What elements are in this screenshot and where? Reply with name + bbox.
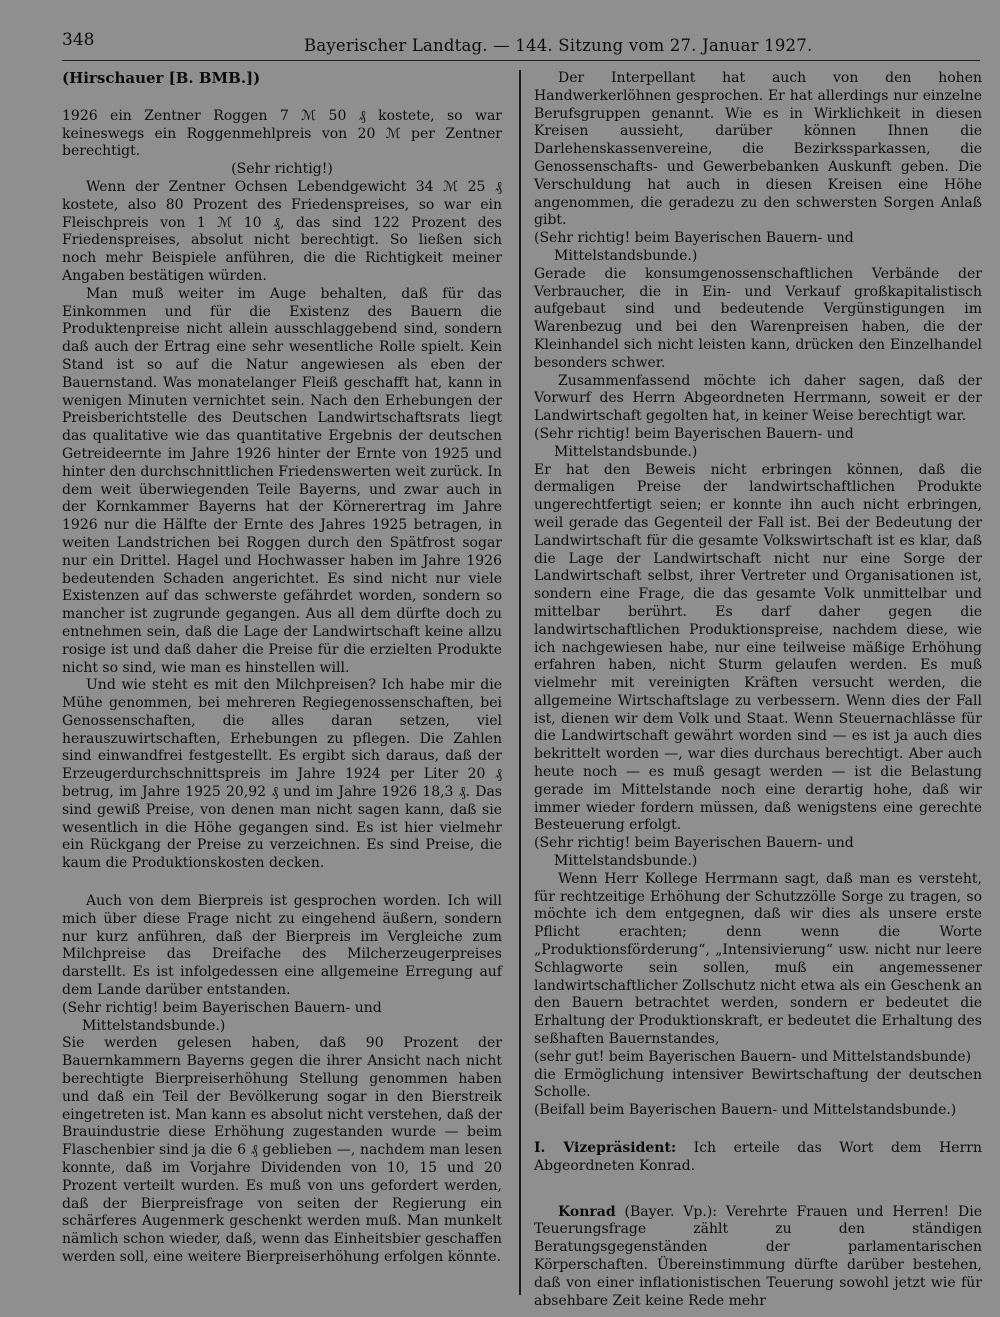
interjection: (Sehr richtig! beim Bayerischen Bauern- und Mittelstandsbunde.) bbox=[534, 425, 854, 460]
interjection: (Sehr richtig! beim Bayerischen Bauern- und Mittelstandsbunde.) bbox=[62, 999, 382, 1034]
paragraph: Der Interpellant hat auch von den hohen Handwerkerlöhnen gesprochen. Er hat allerdings nur einzelne Berufsgruppen genannt. Wie es in Wirklichkeit in diesen Kreisen aussieht, darüber können Ihnen die Darlehenskassenvereine, die Bezirkssparkassen, die Genossenschafts- und Gewerbebanken Auskunft geben. Die Verschuldung hat auch in diesen Kreisen eine Höhe angenommen, die geradezu zu den schwersten Sorgen Anlaß gibt. bbox=[534, 70, 982, 229]
paragraph: die Ermöglichung intensiver Bewirtschaftung der deutschen Scholle. bbox=[534, 1066, 982, 1101]
page-header bbox=[62, 30, 980, 64]
paragraph: Er hat den Beweis nicht erbringen können, daß die dermaligen Preise der landwirtschaftlichen Produkte ungerechtfertigt seien; er konnte ihn auch nicht erbringen, weil gerade das Gegenteil der Fall ist. Bei der Bedeutung der Landwirtschaft für die gesamte Volkswirtschaft ist es klar, daß die Lage der Landwirtschaft nicht nur eine Sorge der Landwirtschaft selbst, ihrer Vertreter und Organisationen ist, sondern eine Frage, die das gesamte Volk unmittelbar und mittelbar berührt. Es darf daher gegen die landwirtschaftlichen Produktionspreise, nachdem diese, wie ich nachgewiesen habe, nur eine teilweise mäßige Erhöhung erfahren haben, nicht Sturm gelaufen werden. Es muß vielmehr mit vereinigten Kräften versucht werden, die allgemeine Wirtschaftslage zu verbessern. Wenn dies der Fall ist, dienen wir dem Volk und Staat. Wenn Steuernachlässe für die Landwirtschaft gewährt worden sind — es ist ja auch dies bekrittelt worden —, war dies durchaus berechtigt. Aber auch heute noch — es muß gesagt werden — ist die Belastung gerade im Mittelstande noch eine derartig hohe, daß wir immer wieder fordern müssen, daß wenigstens eine gerechte Besteuerung erfolgt. bbox=[534, 461, 982, 834]
spacer bbox=[534, 1176, 982, 1204]
paragraph: Sie werden gelesen haben, daß 90 Prozent der Bauernkammern Bayerns gegen die ihrer Ansicht nach nicht berechtigte Bierpreiserhöhung Stellung genommen haben und daß ein Teil der Bevölkerung sogar in den Bierstreik eingetreten ist. Man kann es absolut nicht verstehen, daß der Brauindustrie diese Erhöhung zugestanden wurde — beim Flaschenbier sind ja die 6 ₰ geblieben —, nachdem man lesen konnte, daß im Vorjahre Dividenden von 10, 15 und 20 Prozent verteilt wurden. Es muß von uns gefordert werden, daß der Bierpreisfrage von seiten der Regierung ein schärferes Augenmerk geschenkt werden muß. Man munkelt nämlich schon wieder, daß, wenn das Einheitsbier geschaffen werden soll, eine weitere Bierpreiserhöhung erfolgen könnte. bbox=[62, 1035, 502, 1265]
paragraph: 1926 ein Zentner Roggen 7 ℳ 50 ₰ kostete, so war keineswegs ein Roggenmehlpreis von 20 ℳ per Zentner berechtigt. bbox=[62, 107, 502, 160]
left-column bbox=[62, 70, 502, 1267]
column-divider bbox=[519, 70, 521, 1295]
interjection: (Beifall beim Bayerischen Bauern- und Mittelstandsbunde.) bbox=[534, 1102, 957, 1119]
paragraph: Und wie steht es mit den Milchpreisen? Ich habe mir die Mühe genommen, bei mehreren Regiegenossenschaften, bei Genossenschaften, die alles daran setzen, viel herauszuwirtschaften, Erhebungen zu pflegen. Die Zahlen sind einwandfrei festgestellt. Es ergibt sich daraus, daß der Erzeugerdurchschnittspreis im Jahre 1924 per Liter 20 ₰ betrug, im Jahre 1925 20,92 ₰ und im Jahre 1926 18,3 ₰. Das sind gewiß Preise, von denen man nicht sagen kann, daß sie wesentlich in die Höhe gegangen sind. Es ist hier vielmehr ein Rückgang der Preise zu verzeichnen. Es sind Preise, die kaum die Produktionskosten decken. bbox=[62, 677, 502, 872]
paragraph: Auch von dem Bierpreis ist gesprochen worden. Ich will mich über diese Frage nicht zu eingehend äußern, sondern nur kurz anführen, daß der Bierpreis im Vergleiche zum Milchpreise das Dreifache des Milcherzeugerpreises darstellt. Es ist infolgedessen eine allgemeine Erregung auf dem Lande darüber entstanden. bbox=[62, 893, 502, 999]
speaker-heading: (Hirschauer [B. BMB.]) bbox=[62, 69, 261, 87]
konrad-paragraph bbox=[534, 1204, 982, 1311]
vizepraesident-text: Ich erteile das Wort dem Herrn Abgeordneten Konrad. bbox=[534, 1140, 982, 1174]
right-column bbox=[534, 70, 982, 1310]
interjection: (Sehr richtig! beim Bayerischen Bauern- und Mittelstandsbunde.) bbox=[534, 230, 854, 264]
running-title: Bayerischer Landtag. — 144. Sitzung vom 27. Januar 1927. bbox=[304, 36, 813, 55]
konrad-speaker: Konrad bbox=[558, 1203, 616, 1220]
paragraph: Zusammenfassend möchte ich daher sagen, daß der Vorwurf des Herrn Abgeordneten Herrmann, soweit er der Landwirtschaft gegolten hat, in keiner Weise berechtigt war. bbox=[534, 372, 982, 425]
header-rule bbox=[62, 60, 980, 61]
paragraph: Wenn der Zentner Ochsen Lebendgewicht 34 ℳ 25 ₰ kostete, also 80 Prozent des Friedenspreises, so war ein Fleischpreis von 1 ℳ 10 ₰, das sind 122 Prozent des Friedenspreises, absolut nicht berechtigt. So ließen sich noch mehr Beispiele anführen, die die Richtigkeit meiner Angaben bestätigen würden. bbox=[62, 178, 502, 284]
interjection: (Sehr richtig!) bbox=[231, 161, 333, 178]
vizepraesident-paragraph bbox=[534, 1140, 982, 1176]
spacer bbox=[62, 873, 502, 893]
paragraph: Wenn Herr Kollege Herrmann sagt, daß man es versteht, für rechtzeitige Erhöhung der Schutzzölle Sorge zu tragen, so möchte ich dem entgegnen, daß wir dies als unsere erste Pflicht erachten; denn wenn die Worte „Produktionsförderung“, „Intensivierung“ usw. nicht nur leere Schlagworte sein sollen, muß ein angemessener landwirtschaftlicher Zollschutz nicht etwa als ein Geschenk an den Bauern betrachtet werden, sondern er bedeutet die Erhaltung der Produktionskraft, er bedeutet die Erhaltung des seßhaften Bauernstandes, bbox=[534, 870, 982, 1048]
konrad-text: (Bayer. Vp.): Verehrte Frauen und Herren! Die Teuerungsfrage zählt zu den ständigen Beratungsgegenständen der parlamentarischen Körperschaften. Übereinstimmung dürfte darüber bestehen, daß von einer inflationistischen Teuerung sowohl jetzt wie für absehbare Zeit keine Rede mehr bbox=[534, 1203, 982, 1309]
spacer bbox=[534, 1120, 982, 1140]
paragraph: Gerade die konsumgenossenschaftlichen Verbände der Verbraucher, die in Ein- und Verkauf großkapitalistisch aufgebaut sind und bedeutende Vergünstigungen im Warenbezug und bei den Warenpreisen haben, die der Kleinhandel sich nicht leisten kann, drücken den Einzelhandel besonders schwer. bbox=[534, 265, 982, 371]
vizepraesident-speaker: I. Vizepräsident: bbox=[534, 1140, 677, 1157]
interjection: (Sehr richtig! beim Bayerischen Bauern- und Mittelstandsbunde.) bbox=[534, 835, 854, 870]
interjection: (sehr gut! beim Bayerischen Bauern- und Mittelstandsbunde) bbox=[534, 1048, 972, 1065]
paragraph: Man muß weiter im Auge behalten, daß für das Einkommen und für die Existenz des Bauern die Produktenpreise nicht allein ausschlaggebend sind, sondern daß auch der Ertrag eine sehr wesentliche Rolle spielt. Kein Stand ist so auf die Natur angewiesen als eben der Bauernstand. Was monatelanger Fleiß geschafft hat, kann in wenigen Minuten vernichtet sein. Nach den Erhebungen der Preisberichtstelle des Deutschen Landwirtschaftsrats liegt das qualitative wie das quantitative Ergebnis der deutschen Getreideernte im Jahre 1926 hinter der Ernte von 1925 und hinter den durchschnittlichen Friedenswerten weit zurück. In dem weit überwiegenden Teile Bayerns, und zwar auch in der Kornkammer Bayerns hat der Körnerertrag im Jahre 1926 nur die Hälfte der Ernte des Jahres 1925 betragen, in weiten Landstrichen bei Roggen durch den Spätfrost sogar nur ein Drittel. Hagel und Hochwasser haben im Jahre 1926 bedeutenden Schaden angerichtet. Es sind nicht nur viele Existenzen auf das schwerste gefährdet worden, sondern so mancher ist zugrunde gegangen. Aus all dem dürfte doch zu entnehmen sein, daß die Lage der Landwirtschaft keine allzu rosige ist und daß daher die Preise für die erzielten Produkte nicht so sind, wie man es hinstellen will. bbox=[62, 285, 502, 676]
page-number: 348 bbox=[62, 30, 95, 50]
